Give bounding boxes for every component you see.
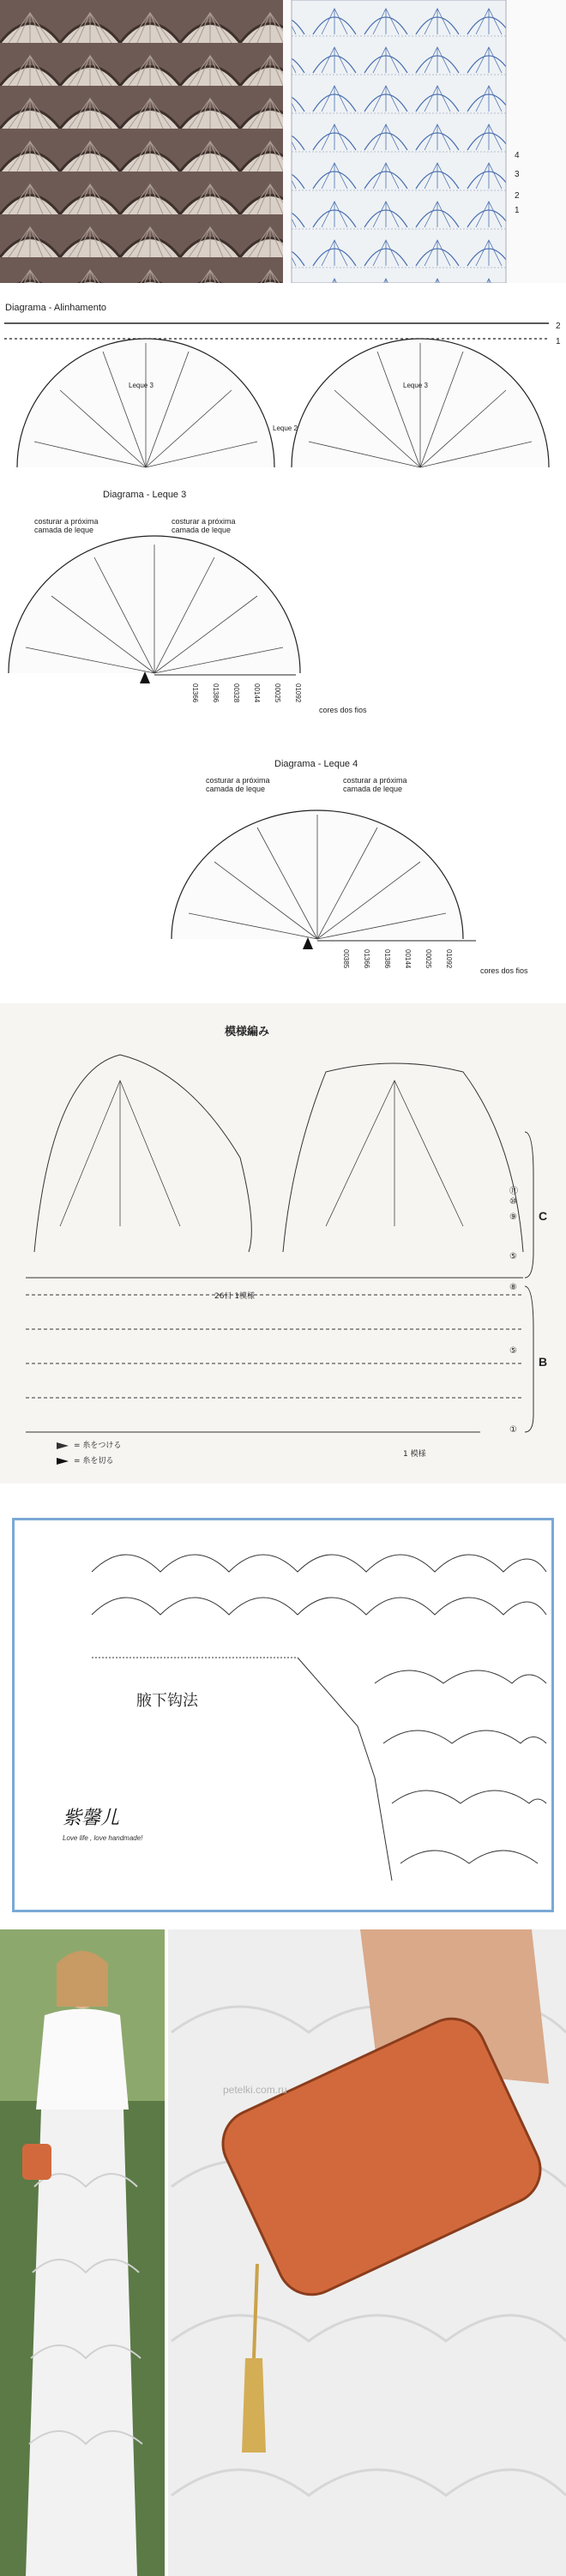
model-clutch <box>22 2144 51 2180</box>
fan4-drawing <box>0 742 566 990</box>
swatch-photo <box>0 0 283 283</box>
section-b-label: B <box>539 1355 548 1369</box>
section-c-label: C <box>539 1209 548 1223</box>
schema-grid <box>292 0 506 283</box>
fan4-note-right: costurar a próxima camada de leque <box>343 776 407 793</box>
fan4-colors-label: cores dos fios <box>480 966 528 975</box>
fan3-code-1: 01366 <box>191 683 199 703</box>
fan4-note-left: costurar a próxima camada de leque <box>206 776 270 793</box>
model-white-top <box>36 2009 129 2110</box>
alignment-diagram <box>0 296 566 476</box>
schema-row-1: 1 <box>515 206 520 215</box>
fan3-code-5: 00025 <box>274 683 281 703</box>
fan3-code-2: 01386 <box>212 683 220 703</box>
fan-label-middle: Leque 2 <box>273 424 298 432</box>
logo-text: 紫馨儿 <box>63 1808 120 1829</box>
fan3-code-6: 01092 <box>294 683 302 703</box>
japanese-chart-title: 模様編み <box>225 1026 270 1038</box>
fan4-diagram <box>0 742 566 990</box>
row-mark-9: ⑨ <box>509 1213 517 1222</box>
row-mark-8: ⑧ <box>509 1283 517 1292</box>
fan-label-right: Leque 3 <box>403 382 428 389</box>
schema-row-2: 2 <box>515 191 520 201</box>
armhole-diagram <box>12 1518 554 1912</box>
model-photos <box>0 1929 566 2576</box>
legend-cut-yarn: = 糸を切る <box>74 1457 114 1466</box>
photo-watermark: petelki.com.ru <box>223 2084 287 2096</box>
photo-panel <box>0 1929 566 2576</box>
logo-tagline: Love life , love handmade! <box>63 1834 143 1842</box>
row-mark-11: ⑪ <box>509 1187 518 1196</box>
japanese-chart <box>0 1003 566 1484</box>
fan4-code-1: 00385 <box>342 949 350 969</box>
armhole-drawing <box>15 1520 551 1910</box>
swatch-photo-and-schema <box>0 0 566 283</box>
alignment-title: Diagrama - Alinhamento <box>5 303 107 313</box>
legend-attach-yarn: = 糸をつける <box>74 1441 122 1450</box>
row-mark-5a: ⑤ <box>509 1252 517 1261</box>
fan4-code-2: 01366 <box>363 949 370 969</box>
fan3-drawing <box>0 485 566 733</box>
fan4-code-5: 00025 <box>424 949 432 969</box>
fan3-code-4: 00144 <box>253 683 261 703</box>
fan-label-left: Leque 3 <box>129 382 154 389</box>
schema-row-4: 4 <box>515 151 520 160</box>
row-number-1: 1 <box>556 337 561 346</box>
fan4-code-6: 01092 <box>445 949 453 969</box>
armhole-caption: 腋下钩法 <box>136 1692 198 1710</box>
fan3-code-3: 00328 <box>232 683 240 703</box>
fan3-colors-label: cores dos fios <box>319 706 367 714</box>
one-repeat-label: 1 模様 <box>403 1450 426 1459</box>
fan3-title: Diagrama - Leque 3 <box>103 490 187 500</box>
schema-row-3: 3 <box>515 170 520 179</box>
fan3-note-left: costurar a próxima camada de leque <box>34 517 99 534</box>
tassel <box>242 2358 266 2453</box>
fan4-title: Diagrama - Leque 4 <box>274 759 358 769</box>
row-mark-5b: ⑤ <box>509 1346 517 1356</box>
fan4-code-4: 00144 <box>404 949 412 969</box>
japanese-chart-drawing <box>0 1003 566 1484</box>
fan3-diagram <box>0 485 566 733</box>
row-mark-10: ⑩ <box>509 1197 517 1207</box>
fan4-code-3: 01386 <box>383 949 391 969</box>
alignment-drawing <box>0 296 566 476</box>
row-number-2: 2 <box>556 322 561 331</box>
repeat-label: 26目 1模様 <box>214 1292 256 1301</box>
row-mark-1: ① <box>509 1425 517 1435</box>
swatch-panel <box>0 0 566 283</box>
fan3-note-right: costurar a próxima camada de leque <box>172 517 236 534</box>
